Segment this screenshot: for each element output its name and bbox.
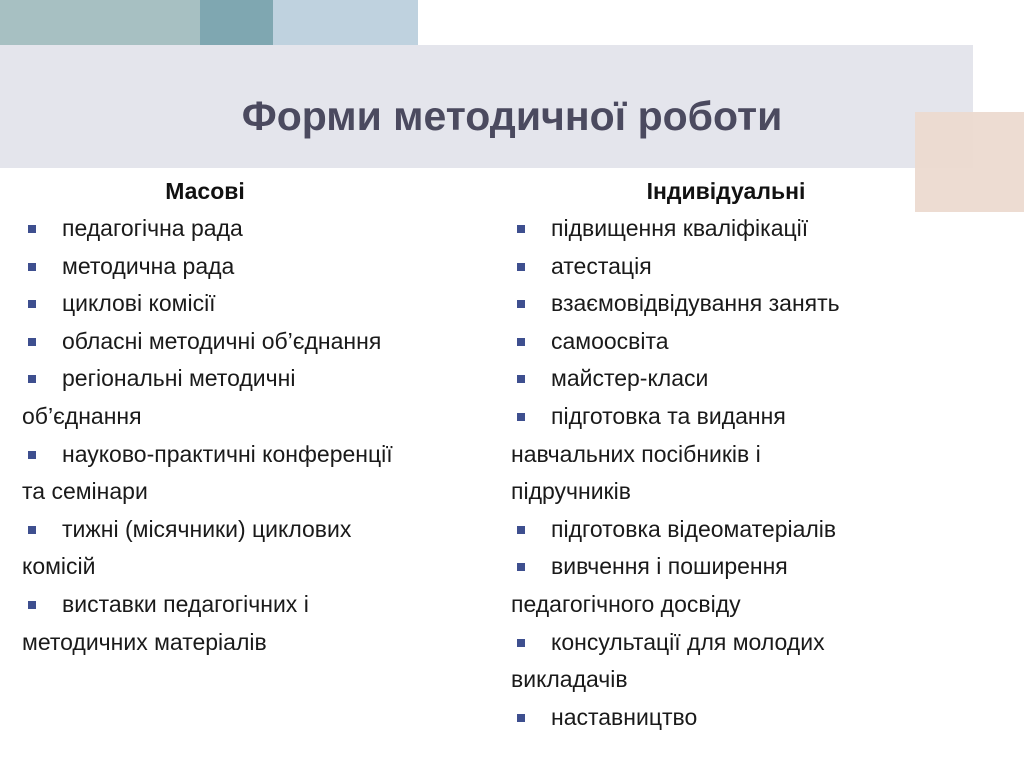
list-item-text: науково-практичні конференції: [62, 440, 393, 467]
list-item: [511, 624, 971, 699]
square-bullet-icon: [28, 338, 36, 346]
list-item: [511, 699, 971, 737]
list-item: [511, 398, 971, 511]
list-item-text: атестація: [551, 252, 652, 279]
list-item: [511, 360, 971, 398]
square-bullet-icon: [28, 526, 36, 534]
list-item-text: наставництво: [551, 703, 698, 730]
square-bullet-icon: [517, 263, 525, 271]
list-item-text: циклові комісії: [62, 290, 216, 317]
list-item-text: комісій: [22, 553, 96, 580]
square-bullet-icon: [28, 375, 36, 383]
list-item-text: регіональні методичні: [62, 365, 296, 392]
list-item: [511, 285, 971, 323]
square-bullet-icon: [28, 300, 36, 308]
list-item: [22, 323, 510, 361]
list-item: [22, 248, 510, 286]
square-bullet-icon: [28, 263, 36, 271]
list-item: [22, 285, 510, 323]
list-item-text: консультації для молодих: [551, 628, 825, 655]
list-item-text: та семінари: [22, 478, 148, 505]
square-bullet-icon: [28, 451, 36, 459]
square-bullet-icon: [517, 413, 525, 421]
column-header-individual: Індивідуальні: [646, 178, 806, 204]
list-item: [511, 511, 971, 549]
list-item: [22, 436, 510, 511]
column-header-mass: Масові: [165, 178, 245, 204]
list-item: [511, 323, 971, 361]
list-item-text: підготовка та видання: [551, 402, 786, 429]
list-item-text: підготовка відеоматеріалів: [551, 515, 837, 542]
square-bullet-icon: [517, 526, 525, 534]
square-bullet-icon: [517, 300, 525, 308]
square-bullet-icon: [28, 225, 36, 233]
slide-title: Форми методичної роботи: [241, 93, 783, 139]
list-item-text: об’єднання: [22, 402, 142, 429]
column-mass: [22, 172, 492, 661]
list-item-text: підвищення кваліфікації: [551, 215, 809, 241]
list-mass: [22, 210, 492, 661]
list-item-text: методичних матеріалів: [22, 628, 267, 655]
square-bullet-icon: [517, 338, 525, 346]
square-bullet-icon: [517, 563, 525, 571]
list-item: [511, 248, 971, 286]
list-item-text: педагогічного досвіду: [511, 590, 741, 617]
list-item-text: виставки педагогічних і: [62, 590, 309, 617]
list-item: [22, 511, 510, 586]
list-item: [511, 548, 971, 623]
square-bullet-icon: [517, 714, 525, 722]
list-item-text: підручників: [511, 478, 631, 505]
list-item-text: самоосвіта: [551, 327, 669, 354]
list-item: [22, 210, 510, 248]
list-item-text: майстер-класи: [551, 365, 709, 392]
list-item-text: вивчення і поширення: [551, 553, 788, 580]
square-bullet-icon: [28, 601, 36, 609]
list-item-text: педагогічна рада: [62, 215, 243, 241]
list-item-text: тижні (місячники) циклових: [62, 515, 352, 542]
square-bullet-icon: [517, 375, 525, 383]
square-bullet-icon: [517, 639, 525, 647]
column-individual: [511, 172, 981, 736]
list-item: [22, 360, 510, 435]
list-item-text: взаємовідвідування занять: [551, 290, 840, 317]
list-item: [511, 210, 971, 248]
list-item-text: навчальних посібників і: [511, 440, 761, 467]
list-individual: [511, 210, 981, 736]
square-bullet-icon: [517, 225, 525, 233]
list-item-text: методична рада: [62, 252, 235, 279]
list-item-text: викладачів: [511, 666, 628, 693]
list-item-text: обласні методичні об’єднання: [62, 327, 382, 354]
list-item: [22, 586, 510, 661]
